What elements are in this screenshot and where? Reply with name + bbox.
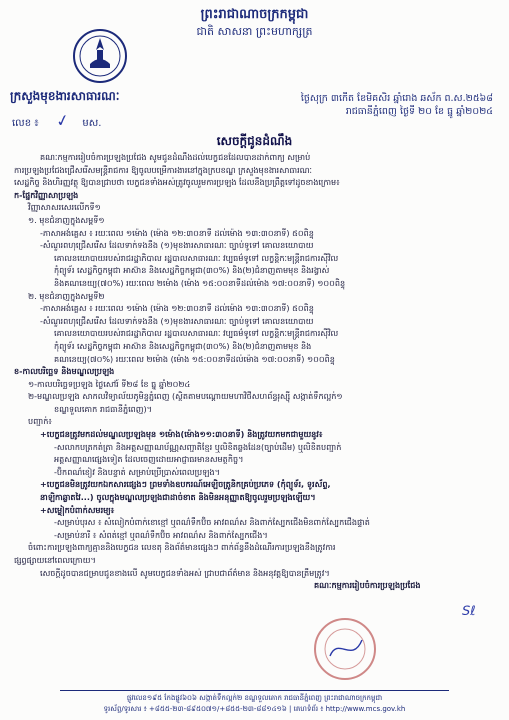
footer-address: ផ្លូវលេខ១៩៥ កែងផ្លូវ៦០៦ សង្កាត់ទឹកល្អក់២ ខណ្ឌទួលគោក រាជធានីភ្នំពេញ ព្រះរាជាណាចក្រកម្ពុជា [126, 694, 383, 702]
body-line: គណៈកម្មការរៀបចំការប្រឡងប្រជែង សូមជូនដំណឹងដល់បេក្ខជនដែលបានដាក់ពាក្យ សម្រាប់ [40, 152, 311, 162]
body-line: ការប្រឡងប្រជែងជ្រើសរើសមន្ត្រីរាជការ ឱ្យចូលបម្រើការងារនៅក្នុងក្របខណ្ឌ ក្រសួងមុខងារសាធារណៈ [14, 164, 313, 175]
body-line: ចំពោះការប្រឡងពាក្យគ្មាននិងបេក្ខជន លេខតុ និងព័ត៌មានផ្សេងៗ ពាក់ព័ន្ធនឹងដំណើរការប្រឡងនឹងត្រូវការ [28, 542, 336, 553]
body-line: -សម្រាប់បុរស ៖ សំលៀកបំពាក់ខោខ្មៅ ឬពណ៌ទឹកប៊ិច អាវពណ៌ស និងពាក់ស្បែកជើងមិនពាក់ស្បែកជើងផ្ទាត់ [54, 517, 370, 528]
body-line: -សំណួរពហុជ្រើសរើស ដែលទាក់ទងនឹង (១)មុខងារសាធារណៈ ច្បាប់ទូទៅ គោលនយោបាយ [40, 240, 314, 251]
body-line: ខណ្ឌទួលគោក រាជធានីភ្នំពេញ)។ [54, 403, 153, 414]
body-line: ក-ផ្នែកវិញ្ញាសាប្រឡង [14, 189, 79, 200]
body-line: -ភាសាអង់គ្លេស ៖ រយៈពេល ១ម៉ោង (ម៉ោង ១២:៣០នាទី ដល់ម៉ោង ១៣:៣០នាទី) ៥០ពិន្ទុ [40, 227, 314, 238]
body-line: ១-កាលបរិច្ឆេទប្រឡង ថ្ងៃសៅរ៍ ទី២៨ ខែ ធ្នូ ឆ្នាំ២០២៤ [28, 378, 191, 389]
body-line: ២. មុខជំនាញក្នុងសម្ពទី២ [28, 290, 105, 301]
body-line: -ភាសាអង់គ្លេស ៖ រយៈពេល ១ម៉ោង (ម៉ោង ១២:៣០នាទី ដល់ម៉ោង ១៣:៣០នាទី) ៥០ពិន្ទុ [40, 303, 314, 314]
footer-contact: ទូរស័ព្ទ/ទូរសារ ៖ +៨៥៥-២៣-៨៩៥០៧១/+៨៥៥-២៣-៨៨១៤១៦ | គេហទំព័រ ៖ http://www.mcs.gov.kh [103, 705, 406, 713]
body-line: អត្តសញ្ញាណផ្សេងទៀត ដែលចេញដោយអាជ្ញាធរមានសមត្ថកិច្ច។ [54, 454, 244, 465]
body-line: គណនេយ្យ(៧០%) រយៈពេល ២ម៉ោង (ម៉ោង ១៥:០០នាទីដល់ម៉ោង ១៧:០០នាទី) ១០០ពិន្ទុ [54, 353, 335, 364]
national-motto: ជាតិ សាសនា ព្រះមហាក្សត្រ [196, 25, 313, 38]
ministry-name: ក្រសួងមុខងារសាធារណៈ [10, 89, 120, 103]
official-seal-icon [312, 616, 378, 682]
body-line: គោលនយោបាយរបស់រាជរដ្ឋាភិបាល រដ្ឋបាលសាធារណៈ វប្បធម៌ទូទៅ លក្ខន្តិកៈមន្ត្រីរាជការស៊ីវិល [54, 252, 339, 263]
kingdom-heading: ព្រះរាជាណាចក្រកម្ពុជា [200, 7, 309, 22]
body-line: នាឡិកាឆ្លាតវៃ...) ចូលក្នុងមណ្ឌលប្រឡងជាដាច់ខាត និងមិនអនុញ្ញាតឱ្យចូលរួមប្រឡងឡើយ។ [40, 492, 316, 503]
body-line: -សម្រាប់នារី ៖ សំពត់ខ្មៅ ឬពណ៌ទឹកប៊ិច អាវពណ៌ស និងពាក់ស្បែកជើង។ [54, 529, 268, 540]
body-line: +បេក្ខជនត្រូវមកដល់មណ្ឌលប្រឡងមុន ១ម៉ោង(ម៉ោង១១:៣០នាទី) និងត្រូវយកមកជាមួយនូវ៖ [40, 429, 323, 440]
body-line: កុំព្យូទ័រ សេដ្ឋកិច្ចកម្ពុជា អាស៊ាន និងសេដ្ឋកិច្ចកម្ពុជា(៣០%) និង(២)ជំនាញតាមមុខ និងរង្វាស់ [54, 265, 330, 276]
signature-label: គណៈកម្មការរៀបចំការប្រឡងប្រជែង [314, 580, 421, 591]
ministry-emblem-icon [70, 26, 130, 86]
body-line: ខ-កាលបរិច្ឆេទ និងមណ្ឌលប្រឡង [14, 366, 115, 377]
body-line: +បេក្ខជនមិនត្រូវយកឯកសារផ្សេងៗ ព្រមទាំងឧបករណ៍អេឡិចត្រូនិកគ្រប់ប្រភេទ (កុំព្យូទ័រ, ទូរស័ព្ទ, [40, 479, 331, 490]
signature-icon: ꓢℓ [462, 604, 476, 619]
body-line: -ប៊ិកពណ៌ខៀវ និងបន្ទាត់ សម្រាប់ប្រើប្រាស់ពេលប្រឡង។ [54, 466, 220, 477]
body-line: វិញ្ញាសាសរសេរលើកទី១ [28, 202, 101, 213]
solar-date: រាជធានីភ្នំពេញ ថ្ងៃទី ២០ ខែ ធ្នូ ឆ្នាំ២០២៤ [345, 106, 493, 117]
footer-divider [60, 690, 449, 691]
body-line: -សលាកបត្រកត់ត្រា និងអត្តសញ្ញាណប័ណ្ណសញ្ជាតិខ្មែរ ឬលិខិតឆ្លងដែន(ច្បាប់ដើម) ឬលិខិតបញ្ជាក់ [54, 441, 342, 452]
body-line: សេដ្ឋកិច្ច និងហិរញ្ញវត្ថុ ឱ្យបានជ្រាបថា បេក្ខជនទាំងអស់ត្រូវចូលរួមការប្រឡង ដែលនឹងប្រព្រឹត្តទៅដូចខាងក្រោម៖ [14, 177, 340, 188]
body-line: សេចក្ដីដូចបានជម្រាបជូនខាងលើ សូមបេក្ខជនទាំងអស់ ជ្រាបជាព័ត៌មាន និងអនុវត្តឱ្យបានត្រឹមត្រូវ។ [40, 567, 330, 578]
body-line: ផ្សព្វផ្សាយនៅពេលក្រោយ។ [14, 555, 96, 565]
body-line: បញ្ជាក់៖ [28, 416, 52, 427]
body-line: កុំព្យូទ័រ សេដ្ឋកិច្ចកម្ពុជា អាស៊ាន និងសេដ្ឋកិច្ចកម្ពុជា(៣០%) និង(២)ជំនាញតាមមុខ និង [54, 340, 312, 351]
body-line: -សំណួរពហុជ្រើសរើស ដែលទាក់ទងនឹង (១)មុខងារសាធារណៈ ច្បាប់ទូទៅ គោលនយោបាយ [40, 315, 314, 326]
reference-number-suffix: មស. [82, 118, 102, 129]
document-body [14, 151, 494, 592]
document-title: សេចក្ដីជូនដំណឹង [216, 134, 293, 148]
lunar-date: ថ្ងៃ​សុក្រ ៣កើត ខែមិគសិរ ឆ្នាំរោង ឆស័ក ព.ស.២៥៦៨ [300, 93, 493, 104]
reference-number-label: លេខ ៖ [12, 118, 39, 129]
body-line: +សម្លៀកបំពាក់សមរម្យ៖ [40, 504, 115, 515]
body-line: ២-មណ្ឌលប្រឡង សាកលវិទ្យាល័យភូមិន្ទភ្នំពេញ (ស្ថិតតាមបណ្ដោយមហាវិថីសហព័ន្ធរុស្ស៊ី សង្កាត់ទឹកល្អក់១ [28, 391, 343, 402]
body-line: គោលនយោបាយរបស់រាជរដ្ឋាភិបាល រដ្ឋបាលសាធារណៈ វប្បធម៌ទូទៅ លក្ខន្តិកៈមន្ត្រីរាជការស៊ីវិល [54, 328, 339, 339]
checkmark-icon: ✓ [53, 109, 72, 132]
reference-number [12, 111, 101, 131]
body-line: និងគណនេយ្យ(៧០%) រយៈពេល ២ម៉ោង (ម៉ោង ១៥:០០នាទីដល់ម៉ោង ១៧:០០នាទី) ១០០ពិន្ទុ [54, 277, 346, 288]
body-line: ១. មុខជំនាញក្នុងសម្ពទី១ [28, 214, 105, 225]
